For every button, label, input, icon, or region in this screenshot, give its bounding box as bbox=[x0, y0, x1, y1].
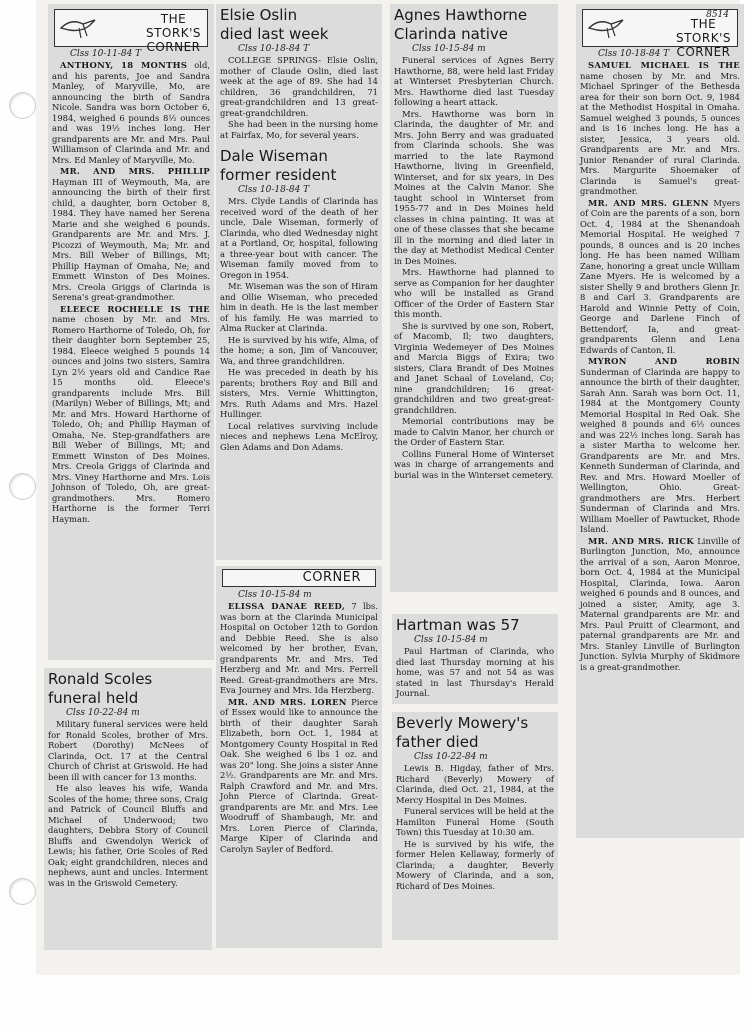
stork-icon bbox=[59, 14, 101, 40]
handwritten-date: Clss 10-18-84 T bbox=[238, 185, 310, 195]
birth-announcement: MR. AND MRS. RICK Linville of Burlington Junction, Mo, announce the arrival of a son, Aaron Monroe, born Oct. 4, 1984 at the Municipal Hospital, Clarinda, Iowa. Aaron weighed 6 pounds and 8 ounces, and joined a sister, Amity, age 3. Maternal grandparents are Mr. and Mrs. Paul Pruitt of Clearmont, and paternal grandparents are Mr. and Mrs. Stanley Linville of Burlington Junction. Sylvia Murphy of Skidmore is a great-grandmother. bbox=[580, 535, 740, 672]
birth-announcement: MR. AND MRS. PHILLIP Hayman III of Weymouth, Ma, are announcing the birth of their first child, a daughter, born October 8, 1984. They have named her Serena Marie and she weighed 6 pounds. Grandparents are Mr. and Mrs. J. Picozzi of Weymouth, Ma; Mr. and Mrs. Bill Weber of Billings, Mt; Phillip Hayman of Omaha, Ne; and Emmett Winston of Des Moines. Mrs. Creola Griggs of Clarinda is Serena's great-grandmother. bbox=[52, 166, 210, 302]
handwritten-date: Clss 10-18-84 T bbox=[598, 49, 670, 59]
headline: former resident bbox=[220, 166, 337, 184]
storks-corner-clipping-1 bbox=[48, 4, 214, 660]
headline: Agnes Hawthorne bbox=[394, 6, 528, 24]
headline: Clarinda native bbox=[394, 25, 509, 43]
birth-announcement: SAMUEL MICHAEL IS THE name chosen by Mr. and Mrs. Michael Springer of the Bethesda area for their son born Oct. 9, 1984 at the Methodist Hospital in Omaha. Samuel weighed 3 pounds, 5 ounces and is 16 inches long. He has a sister, Jessica, 3 years old. Grandparents are Mr. and Mrs. Junior Renander of rural Clarinda. Mrs. Margurite Shoemaker of Clarinda is Samuel's great-grandmother. bbox=[580, 60, 740, 196]
article-paragraph: Mr. Wiseman was the son of Hiram and Ollie Wiseman, who preceded him in death. He is the last member of his family. He was married to Alma Rucker at Clarinda. bbox=[220, 281, 378, 333]
binder-hole bbox=[9, 878, 36, 905]
handwritten-date: Clss 10-15-84 m bbox=[238, 590, 312, 600]
birth-announcement: ELEECE ROCHELLE IS THE name chosen by Mr. and Mrs. Romero Harthorne of Toledo, Oh, for their daughter born September 25, 1984. Eleece weighed 5 pounds 14 ounces and joins two sisters, Samira Lyn 2½ years old and Candice Rae 15 months old. Eleece's grandparents include Mrs. Bill (Marilyn) Weber of Billings, Mt; and Mr. and Mrs. Howard Harthorne of Toledo, Oh; and Phillip Hayman of Omaha, Ne. Step-grandfathers are Bill Weber of Billings, Mt; and Emmett Winston of Des Moines. Mrs. Creola Griggs of Clarinda and Mrs. Viney Harthorne and Mrs. Lois Johnson of Toledo, Oh, are great-grandmothers. Mrs. Romero Harthorne is the former Terri Hayman. bbox=[52, 303, 210, 524]
article-paragraph: She is survived by one son, Robert, of Macomb, Il; two daughters, Virginia Wedemeyer of Des Moines and Marcia Biggs of Exira; two sisters, Clara Brandt of Des Moines and Janet Schaal of Loveland, Co; nine grandchildren; 16 great-grandchildren and two great-great-grandchildren. bbox=[394, 320, 554, 415]
handwritten-number: 8514 bbox=[706, 10, 729, 20]
handwritten-date: Clss 10-15-84 m bbox=[412, 44, 486, 54]
birth-announcement: ELISSA DANAE REED, 7 lbs. was born at the Clarinda Municipal Hospital on October 12th to Gordon and Debbie Reed. She is also welcomed by her brother, Evan, grandparents Mr. and Mrs. Ted Herzberg and Mr. and Mrs. Ferrell Reed. Great-grandmothers are Mrs. Eva Journey and Mrs. Ida Herzberg. bbox=[220, 601, 378, 695]
article-paragraph: Military funeral services were held for Ronald Scoles, brother of Mrs. Robert (Dorothy) McNees of Clarinda, Oct. 17 at the Central Church of Christ at Griswold. He had been ill with cancer for 13 months. bbox=[48, 719, 208, 782]
article-paragraph: Mrs. Hawthorne was born in Clarinda, the daughter of Mr. and Mrs. John Berry and was graduated from Clarinda schools. She was married to the late Raymond Hawthorne, living in Greenfield, Winterset, and for six years, in Des Moines at the Calvin Manor. She taught school in Winterset from 1955-77 and in Des Moines held classes in china painting. It was at one of these classes that she became ill in the morning and died later in the day at Methodist Medical Center in Des Moines. bbox=[394, 108, 554, 266]
birth-announcement: MR. AND MRS. GLENN Myers of Coin are the parents of a son, born Oct. 4, 1984 at the Shenandoah Memorial Hospital. He weighed 7 pounds, 8 ounces and is 20 inches long. He has been named William Zane, honoring a great uncle William Zane Myers. He is welcomed by a sister Shelly 9 and brothers Glenn Jr. 8 and Carl 3. Grandparents are Harold and Winnie Petty of Coin, George and Darlene Finch of Bettendorf, Ia, and great-grandparents Glenn and Lena Edwards of Canton, Il. bbox=[580, 197, 740, 355]
headline: funeral held bbox=[48, 689, 139, 707]
article-paragraph: Lewis B. Higday, father of Mrs. Richard (Beverly) Mowery of Clarinda, died Oct. 21, 1984, at the Mercy Hospital in Des Moines. bbox=[396, 763, 554, 805]
handwritten-date: Clss 10-22-84 m bbox=[414, 752, 488, 762]
headline: Hartman was 57 bbox=[396, 616, 520, 634]
birth-announcement: MYRON AND ROBIN Sunderman of Clarinda are happy to announce the birth of their daughter, Sarah Ann. Sarah was born Oct. 11, 1984 at the Montgomery County Memorial Hospital in Red Oak. She weighed 8 pounds and 6½ ounces and was 22½ inches long. Sarah has a sister Martha to welcome her. Grandparents are Mr. and Mrs. Kenneth Sunderman of Clarinda, and Rev. and Mrs. Howard Moeller of Wellington, Ohio. Great-grandmothers are Mrs. Herbert Sunderman of Clarinda and Mrs. William Moeller of Pawtucket, Rhode Island. bbox=[580, 356, 740, 534]
handwritten-date: Clss 10-18-84 T bbox=[238, 44, 310, 54]
birth-announcement: MR. AND MRS. LOREN Pierce of Essex would like to announce the birth of their daughter Sarah Elizabeth, born Oct. 1, 1984 at Montgomery County Hospital in Red Oak. She weighed 6 lbs 1 oz. and was 20" long. She joins a sister Anne 2½. Grandparents are Mr. and Mrs. Ralph Crawford and Mr. and Mrs. John Pierce of Clarinda. Great-grandparents are Mr. and Mrs. Lee Woodruff of Shambaugh, Mr. and Mrs. Loren Pierce of Clarinda, Marge Kiper of Clarinda and Carolyn Sayler of Bedford. bbox=[220, 696, 378, 854]
handwritten-date: Clss 10-15-84 m bbox=[414, 635, 488, 645]
birth-announcement: ANTHONY, 18 MONTHS old, and his parents, Joe and Sandra Manley, of Maryville, Mo, are announcing the birth of Sandra Nicole. Sandra was born October 6, 1984, weighed 6 pounds 8½ ounces and was 19½ inches long. Her grandparents are Mr. and Mrs. Paul Williamson of Clarinda and Mr. and Mrs. Ed Manley of Maryville, Mo. bbox=[52, 60, 210, 165]
binder-hole bbox=[9, 473, 36, 500]
article-paragraph: Collins Funeral Home of Winterset was in charge of arrangements and burial was in the Winterset cemetery. bbox=[394, 448, 554, 480]
hartman-correction-clipping bbox=[392, 614, 558, 704]
headline: Beverly Mowery's bbox=[396, 714, 529, 732]
article-paragraph: Local relatives surviving include nieces and nephews Lena McElroy, Glen Adams and Don Adams. bbox=[220, 420, 378, 452]
corner-clipping-2 bbox=[216, 566, 382, 948]
storks-corner-clipping-4 bbox=[576, 4, 744, 838]
article-paragraph: COLLEGE SPRINGS- Elsie Oslin, mother of Claude Oslin, died last week at the age of 89. She had 14 children, 36 grandchildren, 71 great-grandchildren and 13 great-great-grandchildren. bbox=[220, 55, 378, 118]
hawthorne-obituary-clipping bbox=[390, 4, 558, 592]
corner-banner: CORNER bbox=[222, 569, 376, 587]
article-paragraph: Mrs. Clyde Landis of Clarinda has received word of the death of her uncle, Dale Wiseman, formerly of Clarinda, who died Wednesday night at a Portland, Or, hospital, following a three-year bout with cancer. The Wiseman family moved from to Oregon in 1954. bbox=[220, 196, 378, 280]
stork-icon bbox=[587, 14, 629, 40]
article-paragraph: Funeral services will be held at the Hamilton Funeral Home (South Town) this Tuesday at 10:30 am. bbox=[396, 806, 554, 837]
article-paragraph: Funeral services of Agnes Berry Hawthorne, 88, were held last Friday at Winterset Presbyterian Church. Mrs. Hawthorne died last Tuesday following a heart attack. bbox=[394, 55, 554, 107]
headline: Elsie Oslin bbox=[220, 6, 298, 24]
handwritten-date: Clss 10-11-84 T bbox=[70, 49, 142, 59]
headline: Dale Wiseman bbox=[220, 147, 328, 165]
binder-hole bbox=[9, 92, 36, 119]
scoles-obituary-clipping bbox=[44, 668, 212, 950]
oslin-wiseman-clipping bbox=[216, 4, 382, 560]
handwritten-date: Clss 10-22-84 m bbox=[66, 708, 140, 718]
article-paragraph: Paul Hartman of Clarinda, who died last Thursday morning at his home, was 57 and not 54 as was stated in last Thursday's Herald Journal. bbox=[396, 646, 554, 698]
article-paragraph: He is survived by his wife, the former Helen Kellaway, formerly of Clarinda; a daughter, Beverly Mowery of Clarinda, and a son, Richard of Des Moines. bbox=[396, 838, 554, 891]
mowery-obituary-clipping bbox=[392, 712, 558, 940]
stork-title: THE STORK'S CORNER bbox=[675, 17, 731, 59]
article-paragraph: Memorial contributions may be made to Calvin Manor, her church or the Order of Eastern Star. bbox=[394, 416, 554, 447]
stork-title: THE STORK'S CORNER bbox=[145, 12, 201, 54]
article-paragraph: He was preceded in death by his parents; brothers Roy and Bill and sisters, Mrs. Vernie Whittington, Mrs. Ruth Adams and Mrs. Hazel Hullinger. bbox=[220, 367, 378, 419]
article-paragraph: He is survived by his wife, Alma, of the home; a son, Jim of Vancouver, Wa, and three grandchildren. bbox=[220, 334, 378, 366]
headline: father died bbox=[396, 733, 479, 751]
article-paragraph: He also leaves his wife, Wanda Scoles of the home; three sons, Craig and Patrick of Council Bluffs and Michael of Underwood; two daughters, Debbra Story of Council Bluffs and Gwendolyn Werick of Lewis; his father, Orie Scoles of Red Oak; eight grandchildren, nieces and nephews, aunt and uncles. Interment was in the Griswold Cemetery. bbox=[48, 783, 208, 888]
headline: died last week bbox=[220, 25, 329, 43]
article-paragraph: Mrs. Hawthorne had planned to serve as Companion for her daughter who will be installed as Grand Officer of the Order of Eastern Star this month. bbox=[394, 267, 554, 319]
article-paragraph: She had been in the nursing home at Fairfax, Mo, for several years. bbox=[220, 119, 378, 140]
headline: Ronald Scoles bbox=[48, 670, 153, 688]
